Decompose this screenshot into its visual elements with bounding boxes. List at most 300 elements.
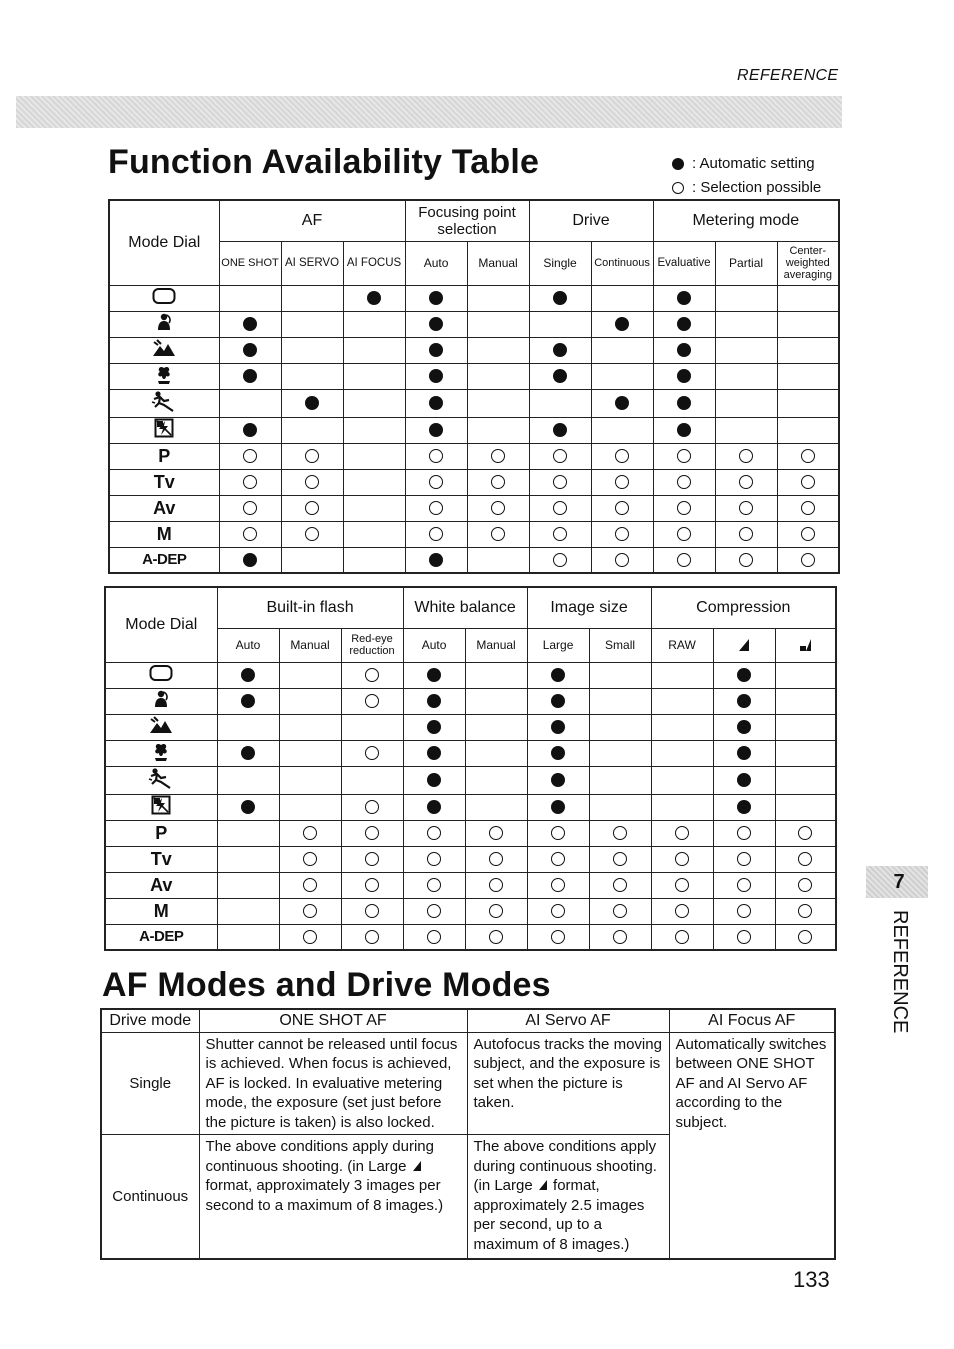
availability-cell <box>529 547 591 573</box>
col-flash-manual: Manual <box>279 628 341 662</box>
availability-cell <box>343 417 405 443</box>
availability-cell <box>775 820 836 846</box>
availability-cell <box>651 740 713 766</box>
col-ai-focus: AI FOCUS <box>343 241 405 285</box>
automatic-setting-dot <box>615 317 629 331</box>
af-row-single-label: Single <box>101 1032 199 1135</box>
availability-cell <box>403 740 465 766</box>
automatic-setting-dot <box>241 746 255 760</box>
selection-possible-circle <box>675 852 689 866</box>
automatic-setting-dot <box>737 694 751 708</box>
mode-cell <box>109 547 219 573</box>
mode-cell <box>109 469 219 495</box>
selection-possible-circle <box>489 904 503 918</box>
col-wb-auto: Auto <box>403 628 465 662</box>
fine-compression-icon <box>739 639 749 651</box>
selection-possible-circle <box>615 475 629 489</box>
mode-label: Tv <box>150 848 172 869</box>
automatic-setting-dot <box>243 369 257 383</box>
selection-possible-circle <box>491 501 505 515</box>
automatic-setting-dot <box>677 423 691 437</box>
availability-cell <box>217 688 279 714</box>
af-servo-continuous-text-2: format, approximately 2.5 images per second, up to a maximum of 8 images.) <box>473 1177 645 1253</box>
availability-cell <box>341 872 403 898</box>
selection-possible-circle <box>739 449 753 463</box>
selection-possible-circle <box>489 878 503 892</box>
section-title-af-drive: AF Modes and Drive Modes <box>102 966 551 1004</box>
automatic-setting-dot <box>553 423 567 437</box>
availability-cell <box>217 766 279 794</box>
availability-cell <box>219 495 281 521</box>
availability-cell <box>217 898 279 924</box>
af-one-shot-continuous-text-2: format, approximately 3 images per second to a maximum of 8 images.) <box>205 1177 444 1214</box>
selection-possible-circle <box>677 527 691 541</box>
large-fine-icon <box>539 1180 547 1190</box>
selection-possible-circle <box>675 826 689 840</box>
normal-compression-icon <box>799 639 811 651</box>
automatic-setting-dot <box>429 291 443 305</box>
availability-cell <box>777 337 839 363</box>
selection-possible-circle <box>365 904 379 918</box>
automatic-setting-dot <box>677 343 691 357</box>
full-auto-icon <box>152 287 176 310</box>
availability-cell <box>775 662 836 688</box>
selection-possible-circle <box>243 527 257 541</box>
cw-line-2: weighted <box>785 257 830 269</box>
availability-cell <box>651 872 713 898</box>
automatic-setting-dot <box>243 343 257 357</box>
availability-cell <box>217 662 279 688</box>
availability-cell <box>467 337 529 363</box>
availability-cell <box>713 740 775 766</box>
drive-group-header: Drive <box>529 200 653 241</box>
close-up-icon <box>151 741 171 766</box>
selection-possible-circle <box>675 904 689 918</box>
availability-cell <box>281 547 343 573</box>
availability-cell <box>777 495 839 521</box>
sports-icon <box>151 390 177 417</box>
image-size-group-header: Image size <box>527 587 651 628</box>
availability-cell <box>713 662 775 688</box>
mode-label: Tv <box>153 471 175 492</box>
af-drive-modes-table <box>100 1008 836 1260</box>
availability-cell <box>653 311 715 337</box>
selection-possible-circle <box>737 904 751 918</box>
af-header-one-shot: ONE SHOT AF <box>199 1009 467 1032</box>
availability-cell <box>343 495 405 521</box>
availability-cell <box>775 846 836 872</box>
col-one-shot: ONE SHOT <box>219 241 281 285</box>
selection-possible-circle <box>613 852 627 866</box>
availability-cell <box>467 417 529 443</box>
automatic-setting-dot <box>427 694 441 708</box>
table2-row <box>105 714 836 740</box>
availability-cell <box>343 363 405 389</box>
header-band <box>16 96 842 128</box>
selection-possible-circle <box>553 501 567 515</box>
availability-cell <box>777 285 839 311</box>
af-servo-single: Autofocus tracks the moving subject, and the exposure is set when the picture is taken. <box>467 1032 669 1135</box>
availability-cell <box>653 363 715 389</box>
selection-possible-circle <box>737 878 751 892</box>
portrait-icon <box>151 689 171 714</box>
mode-cell <box>105 898 217 924</box>
selection-possible-circle <box>365 852 379 866</box>
availability-cell <box>715 285 777 311</box>
col-normal-compression <box>775 628 836 662</box>
availability-cell <box>777 469 839 495</box>
table2-row <box>105 924 836 950</box>
availability-cell <box>527 688 589 714</box>
mode-cell <box>109 285 219 311</box>
availability-cell <box>281 495 343 521</box>
mode-cell <box>109 521 219 547</box>
metering-group-header: Metering mode <box>653 200 839 241</box>
full-auto-icon <box>149 664 173 687</box>
automatic-setting-dot <box>737 668 751 682</box>
availability-cell <box>715 417 777 443</box>
availability-cell <box>715 337 777 363</box>
selection-possible-circle <box>615 449 629 463</box>
selection-possible-circle <box>429 527 443 541</box>
availability-cell <box>281 521 343 547</box>
availability-cell <box>529 469 591 495</box>
availability-cell <box>653 521 715 547</box>
mode-cell <box>109 389 219 417</box>
availability-cell <box>405 311 467 337</box>
availability-cell <box>217 924 279 950</box>
availability-cell <box>589 924 651 950</box>
automatic-setting-dot <box>551 800 565 814</box>
function-table-af-drive-body <box>109 285 839 573</box>
af-header-ai-focus: AI Focus AF <box>669 1009 835 1032</box>
availability-cell <box>405 495 467 521</box>
mode-cell <box>105 846 217 872</box>
availability-cell <box>529 443 591 469</box>
availability-cell <box>465 872 527 898</box>
availability-cell <box>403 688 465 714</box>
availability-cell <box>591 363 653 389</box>
availability-cell <box>713 820 775 846</box>
redeye-line-1: Red-eye <box>351 633 393 645</box>
col-wb-manual: Manual <box>465 628 527 662</box>
availability-cell <box>343 469 405 495</box>
open-circle-icon <box>672 182 684 194</box>
table2-row <box>105 688 836 714</box>
automatic-setting-dot <box>429 423 443 437</box>
availability-cell <box>467 547 529 573</box>
compression-group-header: Compression <box>651 587 836 628</box>
automatic-setting-dot <box>551 668 565 682</box>
availability-cell <box>777 417 839 443</box>
availability-cell <box>591 547 653 573</box>
af-one-shot-continuous <box>199 1135 467 1259</box>
automatic-setting-dot <box>553 369 567 383</box>
availability-cell <box>467 363 529 389</box>
availability-cell <box>281 469 343 495</box>
af-one-shot-single: Shutter cannot be released until focus is achieved. When focus is achieved, AF is locked. In evaluative metering mode, the exposure (set just before the picture is taken) is also locked. <box>199 1032 467 1135</box>
availability-cell <box>529 311 591 337</box>
availability-cell <box>281 363 343 389</box>
automatic-setting-dot <box>429 553 443 567</box>
selection-possible-circle <box>365 668 379 682</box>
availability-cell <box>405 285 467 311</box>
selection-possible-circle <box>305 501 319 515</box>
automatic-setting-dot <box>429 396 443 410</box>
availability-cell <box>279 846 341 872</box>
availability-cell <box>343 443 405 469</box>
automatic-setting-dot <box>305 396 319 410</box>
selection-possible-circle <box>427 852 441 866</box>
selection-possible-circle <box>739 501 753 515</box>
availability-cell <box>343 389 405 417</box>
table2-row <box>105 662 836 688</box>
automatic-setting-dot <box>553 343 567 357</box>
availability-cell <box>589 766 651 794</box>
availability-cell <box>341 766 403 794</box>
availability-cell <box>279 820 341 846</box>
availability-cell <box>529 285 591 311</box>
automatic-setting-dot <box>553 291 567 305</box>
selection-possible-circle <box>801 553 815 567</box>
selection-possible-circle <box>427 826 441 840</box>
mode-label: M <box>153 900 169 921</box>
availability-cell <box>653 547 715 573</box>
automatic-setting-dot <box>427 746 441 760</box>
availability-cell <box>217 740 279 766</box>
chapter-number: 7 <box>893 871 905 893</box>
availability-cell <box>775 714 836 740</box>
availability-cell <box>467 311 529 337</box>
mode-label: Av <box>150 874 173 895</box>
focusing-point-group-header <box>405 200 529 241</box>
availability-cell <box>467 443 529 469</box>
availability-cell <box>591 311 653 337</box>
availability-cell <box>219 389 281 417</box>
availability-cell <box>217 846 279 872</box>
availability-cell <box>219 547 281 573</box>
selection-possible-circle <box>798 930 812 944</box>
availability-cell <box>279 794 341 820</box>
availability-cell <box>527 794 589 820</box>
automatic-setting-dot <box>241 694 255 708</box>
page-number: 133 <box>793 1267 830 1292</box>
page-title: Function Availability Table <box>108 143 540 181</box>
availability-cell <box>219 521 281 547</box>
selection-possible-circle <box>613 904 627 918</box>
availability-cell <box>715 443 777 469</box>
mode-label: M <box>156 523 172 544</box>
automatic-setting-dot <box>737 746 751 760</box>
availability-cell <box>343 337 405 363</box>
availability-cell <box>529 495 591 521</box>
availability-cell <box>405 443 467 469</box>
availability-cell <box>651 924 713 950</box>
availability-cell <box>713 846 775 872</box>
mode-cell <box>109 337 219 363</box>
table2-row <box>105 820 836 846</box>
availability-cell <box>465 688 527 714</box>
availability-cell <box>405 363 467 389</box>
flash-group-header: Built-in flash <box>217 587 403 628</box>
selection-possible-circle <box>553 449 567 463</box>
availability-cell <box>651 714 713 740</box>
mode-cell <box>109 495 219 521</box>
function-table-af-drive <box>108 199 840 574</box>
availability-cell <box>529 337 591 363</box>
col-fp-manual: Manual <box>467 241 529 285</box>
availability-cell <box>219 337 281 363</box>
availability-cell <box>341 740 403 766</box>
availability-cell <box>651 794 713 820</box>
availability-cell <box>465 794 527 820</box>
table2-row <box>105 794 836 820</box>
availability-cell <box>465 766 527 794</box>
selection-possible-circle <box>303 852 317 866</box>
availability-cell <box>281 311 343 337</box>
selection-possible-circle <box>305 475 319 489</box>
availability-cell <box>341 820 403 846</box>
col-red-eye <box>341 628 403 662</box>
selection-possible-circle <box>551 878 565 892</box>
automatic-setting-dot <box>241 668 255 682</box>
availability-cell <box>219 417 281 443</box>
availability-cell <box>465 740 527 766</box>
selection-possible-circle <box>551 852 565 866</box>
availability-cell <box>217 794 279 820</box>
availability-cell <box>713 714 775 740</box>
selection-possible-circle <box>303 904 317 918</box>
availability-cell <box>217 714 279 740</box>
mode-cell <box>105 924 217 950</box>
selection-possible-circle <box>675 930 689 944</box>
availability-cell <box>527 820 589 846</box>
selection-possible-circle <box>489 930 503 944</box>
col-fine-compression <box>713 628 775 662</box>
availability-cell <box>715 363 777 389</box>
availability-cell <box>527 662 589 688</box>
availability-cell <box>465 714 527 740</box>
availability-cell <box>589 872 651 898</box>
availability-cell <box>465 662 527 688</box>
mode-cell <box>105 688 217 714</box>
availability-cell <box>775 898 836 924</box>
availability-cell <box>775 688 836 714</box>
mode-cell <box>105 872 217 898</box>
selection-possible-circle <box>737 930 751 944</box>
selection-possible-circle <box>675 878 689 892</box>
automatic-setting-dot <box>243 317 257 331</box>
automatic-setting-dot <box>427 668 441 682</box>
table1-row <box>109 417 839 443</box>
selection-possible-circle <box>677 449 691 463</box>
availability-cell <box>527 898 589 924</box>
selection-possible-circle <box>365 930 379 944</box>
white-balance-group-header: White balance <box>403 587 527 628</box>
automatic-setting-dot <box>427 773 441 787</box>
availability-cell <box>403 898 465 924</box>
availability-cell <box>591 285 653 311</box>
mode-cell <box>109 311 219 337</box>
table1-row <box>109 337 839 363</box>
selection-possible-circle <box>427 930 441 944</box>
cw-line-3: averaging <box>783 269 832 281</box>
availability-cell <box>219 469 281 495</box>
table1-row <box>109 363 839 389</box>
col-single: Single <box>529 241 591 285</box>
automatic-setting-dot <box>677 317 691 331</box>
selection-possible-circle <box>553 475 567 489</box>
availability-cell <box>651 688 713 714</box>
automatic-setting-dot <box>551 746 565 760</box>
table2-row <box>105 740 836 766</box>
automatic-setting-dot <box>677 369 691 383</box>
availability-cell <box>527 740 589 766</box>
selection-possible-circle <box>677 501 691 515</box>
availability-cell <box>651 898 713 924</box>
automatic-setting-dot <box>551 773 565 787</box>
selection-possible-circle <box>243 449 257 463</box>
availability-cell <box>219 443 281 469</box>
availability-cell <box>713 872 775 898</box>
col-flash-auto: Auto <box>217 628 279 662</box>
availability-cell <box>653 337 715 363</box>
automatic-setting-dot <box>677 396 691 410</box>
function-table-flash-image <box>104 586 837 951</box>
mode-label: P <box>155 822 168 843</box>
mode-cell <box>105 662 217 688</box>
availability-cell <box>465 846 527 872</box>
selection-possible-circle <box>305 527 319 541</box>
selection-possible-circle <box>739 527 753 541</box>
selection-possible-circle <box>365 826 379 840</box>
selection-possible-circle <box>429 501 443 515</box>
availability-cell <box>653 417 715 443</box>
availability-cell <box>591 417 653 443</box>
availability-cell <box>341 688 403 714</box>
automatic-setting-dot <box>737 720 751 734</box>
availability-cell <box>467 285 529 311</box>
automatic-setting-dot <box>737 773 751 787</box>
selection-possible-circle <box>798 904 812 918</box>
availability-cell <box>713 688 775 714</box>
mode-cell <box>109 443 219 469</box>
table1-row <box>109 469 839 495</box>
focusing-line-2: selection <box>437 220 497 238</box>
automatic-setting-dot <box>427 800 441 814</box>
selection-possible-circle <box>798 878 812 892</box>
availability-cell <box>341 898 403 924</box>
availability-cell <box>527 872 589 898</box>
availability-cell <box>651 766 713 794</box>
availability-cell <box>775 872 836 898</box>
selection-possible-circle <box>427 904 441 918</box>
availability-cell <box>405 337 467 363</box>
col-small: Small <box>589 628 651 662</box>
table1-row <box>109 547 839 573</box>
selection-possible-circle <box>365 746 379 760</box>
selection-possible-circle <box>801 501 815 515</box>
filled-circle-icon <box>672 158 684 170</box>
availability-cell <box>217 872 279 898</box>
table1-row <box>109 495 839 521</box>
af-row-continuous-label: Continuous <box>101 1135 199 1259</box>
availability-cell <box>279 898 341 924</box>
availability-cell <box>775 924 836 950</box>
selection-possible-circle <box>615 527 629 541</box>
selection-possible-circle <box>491 449 505 463</box>
availability-cell <box>403 714 465 740</box>
